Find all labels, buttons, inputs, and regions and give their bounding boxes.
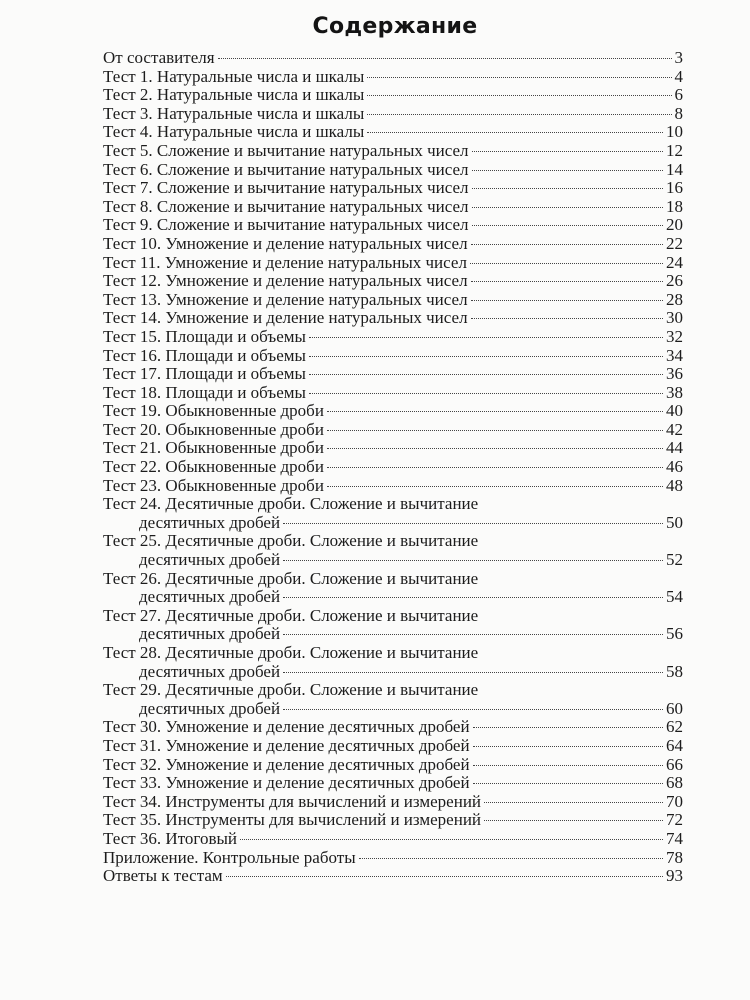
dot-leader (327, 430, 663, 431)
toc-entry-title: Тест 2. Натуральные числа и шкалы (103, 85, 365, 105)
toc-entry-title: Тест 1. Натуральные числа и шкалы (103, 66, 365, 86)
toc-entry (103, 681, 683, 718)
toc-entry-title: Тест 15. Площади и объемы (103, 326, 306, 346)
toc-entry-row (103, 588, 683, 607)
toc-entry (103, 774, 683, 793)
toc-entry (103, 86, 683, 105)
dot-leader (472, 225, 663, 226)
toc-entry-row (103, 198, 683, 217)
dot-leader (367, 95, 671, 96)
toc-page-number: 50 (666, 512, 683, 532)
toc-entry-row (103, 347, 683, 366)
toc-page-number: 3 (674, 48, 683, 67)
toc-entry-title: Тест 9. Сложение и вычитание натуральных чисел (103, 215, 469, 235)
dot-leader (471, 244, 663, 245)
dot-leader (367, 114, 671, 115)
dot-leader (327, 467, 663, 468)
dot-leader (484, 802, 663, 803)
toc-entry (103, 570, 683, 607)
toc-entry-title-continued: десятичных дробей (139, 661, 281, 681)
dot-leader (471, 281, 663, 282)
toc-entry-row (103, 254, 683, 273)
toc-entry-row (103, 421, 683, 440)
toc-entry-row (103, 477, 683, 496)
toc-entry-title: Тест 17. Площади и объемы (103, 364, 306, 384)
toc-page-number: 70 (666, 791, 683, 811)
dot-leader (309, 393, 663, 394)
toc-page-number: 48 (666, 475, 683, 495)
toc-entry-title: Тест 12. Умножение и деление натуральных чисел (103, 271, 468, 291)
dot-leader (327, 486, 663, 487)
toc-entry (103, 458, 683, 477)
dot-leader (309, 337, 663, 338)
toc-entry-title-continued: десятичных дробей (139, 624, 281, 644)
dot-leader (472, 170, 663, 171)
toc-page-number: 42 (666, 419, 683, 439)
toc-entry-row (103, 811, 683, 830)
toc-entry-title: Тест 22. Обыкновенные дроби (103, 457, 324, 477)
toc-page-number: 10 (666, 122, 683, 142)
toc-entry-row (103, 849, 683, 868)
toc-page-number: 26 (666, 271, 683, 291)
toc-entry (103, 384, 683, 403)
table-of-contents (103, 49, 683, 886)
toc-entry (103, 477, 683, 496)
toc-entry (103, 123, 683, 142)
toc-entry-row (103, 867, 683, 886)
toc-entry-title-continued: десятичных дробей (139, 512, 281, 532)
dot-leader (473, 783, 663, 784)
toc-entry-title: Тест 34. Инструменты для вычислений и измерений (103, 791, 482, 811)
toc-entry (103, 495, 683, 532)
toc-entry (103, 309, 683, 328)
dot-leader (359, 858, 663, 859)
toc-entry-title: Тест 20. Обыкновенные дроби (103, 419, 324, 439)
toc-page-number: 22 (666, 233, 683, 253)
toc-entry (103, 439, 683, 458)
dot-leader (283, 709, 663, 710)
dot-leader (309, 374, 663, 375)
toc-entry-title: Тест 19. Обыкновенные дроби (103, 401, 324, 421)
toc-page-number: 58 (666, 661, 683, 681)
toc-entry-row (103, 105, 683, 124)
toc-page-number: 44 (666, 438, 683, 458)
toc-page-number: 46 (666, 457, 683, 477)
toc-entry-row (103, 235, 683, 254)
dot-leader (283, 672, 663, 673)
toc-entry-title-continued: десятичных дробей (139, 698, 281, 718)
toc-entry-row (103, 737, 683, 756)
toc-entry-row (103, 439, 683, 458)
toc-entry-title: Тест 3. Натуральные числа и шкалы (103, 103, 365, 123)
dot-leader (484, 820, 663, 821)
toc-entry (103, 235, 683, 254)
toc-entry (103, 198, 683, 217)
toc-entry-title: Тест 32. Умножение и деление десятичных дробей (103, 754, 470, 774)
toc-entry-title: Тест 33. Умножение и деление десятичных дробей (103, 773, 470, 793)
toc-entry-row (103, 161, 683, 180)
toc-entry-row (103, 700, 683, 719)
toc-entry-row (103, 49, 683, 68)
dot-leader (367, 77, 671, 78)
toc-entry-title: Тест 8. Сложение и вычитание натуральных чисел (103, 196, 469, 216)
dot-leader (283, 597, 663, 598)
toc-entry (103, 737, 683, 756)
toc-entry-row (103, 86, 683, 105)
toc-page-number: 64 (666, 735, 683, 755)
toc-entry-title: Тест 31. Умножение и деление десятичных дробей (103, 735, 470, 755)
toc-entry (103, 179, 683, 198)
toc-page-number: 32 (666, 326, 683, 346)
toc-entry-row (103, 291, 683, 310)
dot-leader (472, 151, 663, 152)
toc-entry (103, 607, 683, 644)
dot-leader (470, 263, 663, 264)
toc-entry-row (103, 328, 683, 347)
dot-leader (472, 188, 663, 189)
toc-entry-title: Приложение. Контрольные работы (103, 847, 356, 867)
toc-entry (103, 849, 683, 868)
toc-entry-title: Ответы к тестам (103, 866, 223, 886)
toc-entry (103, 49, 683, 68)
toc-entry-row (103, 142, 683, 161)
toc-entry (103, 830, 683, 849)
toc-page-number: 56 (666, 624, 683, 644)
toc-page-number: 93 (666, 866, 683, 886)
toc-entry-row (103, 793, 683, 812)
toc-entry (103, 68, 683, 87)
toc-entry (103, 532, 683, 569)
toc-page-number: 12 (666, 140, 683, 160)
toc-entry (103, 718, 683, 737)
toc-page-number: 40 (666, 401, 683, 421)
toc-entry-title: Тест 25. Десятичные дроби. Сложение и вычитание (103, 531, 479, 551)
toc-entry-title: Тест 16. Площади и объемы (103, 345, 306, 365)
toc-page-number: 20 (666, 215, 683, 235)
toc-page-number: 66 (666, 754, 683, 774)
toc-entry-title: Тест 14. Умножение и деление натуральных чисел (103, 308, 468, 328)
toc-entry-row (103, 774, 683, 793)
toc-entry (103, 644, 683, 681)
toc-entry-row (103, 216, 683, 235)
toc-entry-row (103, 179, 683, 198)
toc-entry (103, 105, 683, 124)
toc-entry-title: Тест 26. Десятичные дроби. Сложение и вычитание (103, 568, 479, 588)
dot-leader (218, 58, 672, 59)
toc-page-number: 28 (666, 289, 683, 309)
toc-entry-row (103, 402, 683, 421)
toc-entry-row (103, 718, 683, 737)
toc-entry-row (103, 123, 683, 142)
toc-page-number: 38 (666, 382, 683, 402)
dot-leader (473, 765, 663, 766)
dot-leader (327, 448, 663, 449)
toc-entry-title: Тест 28. Десятичные дроби. Сложение и вычитание (103, 643, 479, 662)
dot-leader (472, 207, 663, 208)
toc-entry (103, 793, 683, 812)
dot-leader (283, 560, 663, 561)
toc-entry (103, 867, 683, 886)
toc-page-number: 14 (666, 159, 683, 179)
toc-page-number: 16 (666, 178, 683, 198)
toc-entry (103, 811, 683, 830)
dot-leader (283, 634, 663, 635)
toc-entry-row (103, 68, 683, 87)
toc-entry-title: Тест 30. Умножение и деление десятичных дробей (103, 717, 470, 737)
toc-entry (103, 328, 683, 347)
toc-entry-row (103, 384, 683, 403)
dot-leader (240, 839, 663, 840)
toc-page-number: 52 (666, 550, 683, 570)
toc-page-number: 54 (666, 587, 683, 607)
toc-entry-title-continued: десятичных дробей (139, 550, 281, 570)
toc-entry (103, 756, 683, 775)
page-title: Содержание (312, 14, 478, 39)
toc-page-number: 72 (666, 810, 683, 830)
toc-entry-title: Тест 6. Сложение и вычитание натуральных чисел (103, 159, 469, 179)
toc-entry-row (103, 272, 683, 291)
toc-entry-title: Тест 13. Умножение и деление натуральных чисел (103, 289, 468, 309)
toc-page-number: 24 (666, 252, 683, 272)
dot-leader (471, 300, 663, 301)
toc-entry-title: Тест 18. Площади и объемы (103, 382, 306, 402)
dot-leader (367, 132, 663, 133)
toc-page-number: 34 (666, 345, 683, 365)
toc-page-number: 62 (666, 717, 683, 737)
toc-entry-title: Тест 11. Умножение и деление натуральных чисел (103, 252, 467, 272)
dot-leader (471, 318, 663, 319)
toc-page-number: 8 (674, 103, 683, 123)
toc-page-number: 60 (666, 698, 683, 718)
toc-entry (103, 421, 683, 440)
dot-leader (226, 876, 663, 877)
toc-entry-row (103, 830, 683, 849)
toc-entry-title: Тест 36. Итоговый (103, 828, 238, 848)
dot-leader (283, 523, 663, 524)
dot-leader (473, 727, 663, 728)
toc-page-number: 74 (666, 828, 683, 848)
toc-entry-title: Тест 27. Десятичные дроби. Сложение и вычитание (103, 605, 479, 625)
toc-entry (103, 254, 683, 273)
toc-entry-title: Тест 10. Умножение и деление натуральных чисел (103, 233, 468, 253)
toc-entry (103, 347, 683, 366)
toc-page-number: 30 (666, 308, 683, 328)
toc-entry-row (103, 514, 683, 533)
toc-page-number: 4 (674, 66, 683, 86)
toc-entry-title: Тест 21. Обыкновенные дроби (103, 438, 324, 458)
toc-entry-row (103, 663, 683, 682)
toc-entry-row (103, 551, 683, 570)
toc-entry (103, 142, 683, 161)
dot-leader (473, 746, 663, 747)
dot-leader (309, 356, 663, 357)
toc-entry (103, 216, 683, 235)
toc-entry-title-continued: десятичных дробей (139, 587, 281, 607)
toc-entry-row (103, 365, 683, 384)
toc-entry-title: Тест 4. Натуральные числа и шкалы (103, 122, 365, 142)
toc-page-number: 36 (666, 364, 683, 384)
toc-entry-title: Тест 24. Десятичные дроби. Сложение и вычитание (103, 494, 479, 514)
toc-page-number: 78 (666, 847, 683, 867)
toc-entry (103, 291, 683, 310)
toc-entry (103, 161, 683, 180)
toc-entry-title: Тест 29. Десятичные дроби. Сложение и вычитание (103, 680, 479, 700)
toc-entry-title: Тест 7. Сложение и вычитание натуральных чисел (103, 178, 469, 198)
toc-entry-title: Тест 23. Обыкновенные дроби (103, 475, 324, 495)
toc-entry-title: Тест 35. Инструменты для вычислений и измерений (103, 810, 482, 830)
toc-entry-row (103, 625, 683, 644)
toc-entry (103, 402, 683, 421)
toc-entry-title: Тест 5. Сложение и вычитание натуральных чисел (103, 140, 469, 160)
toc-entry (103, 365, 683, 384)
toc-entry-row (103, 309, 683, 328)
dot-leader (327, 411, 663, 412)
toc-entry-title: От составителя (103, 48, 215, 67)
toc-entry-row (103, 756, 683, 775)
toc-page-number: 6 (674, 85, 683, 105)
toc-entry (103, 272, 683, 291)
toc-entry-row (103, 458, 683, 477)
toc-page-number: 18 (666, 196, 683, 216)
toc-page-number: 68 (666, 773, 683, 793)
